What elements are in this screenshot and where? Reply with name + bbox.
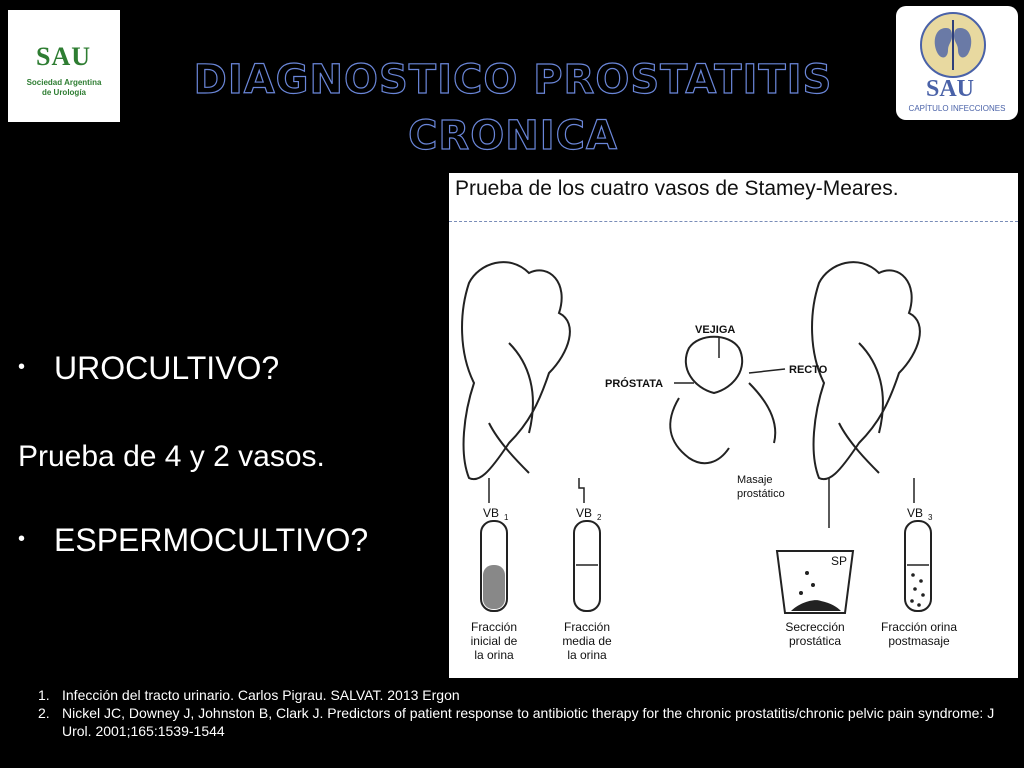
label-vejiga: VEJIGA xyxy=(695,324,736,336)
label-masaje: Masaje xyxy=(737,474,773,486)
reference-item: 2. Nickel JC, Downey J, Johnston B, Clark J. Predictors of patient response to antibiotic therapy for the chronic prostatitis/chronic pelvic pain syndrome: J Urol. 2001;165:1539-1544 xyxy=(38,705,995,739)
sau-logo-text: SAU xyxy=(36,42,92,71)
slide-title-line1: DIAGNOSTICO PROSTATITIS xyxy=(193,57,833,103)
label-prostata: PRÓSTATA xyxy=(605,378,664,390)
reference-text: Infección del tracto urinario. Carlos Pigrau. SALVAT. 2013 Ergon xyxy=(62,687,460,703)
sau-infecciones-caption: CAPÍTULO INFECCIONES xyxy=(908,104,1006,113)
reference-item: 1. Infección del tracto urinario. Carlos Pigrau. SALVAT. 2013 Ergon xyxy=(38,687,460,703)
bullet-text: ESPERMOCULTIVO? xyxy=(54,522,369,558)
caption-sp-l2: prostática xyxy=(788,634,842,648)
figure-title: Prueba de los cuatro vasos de Stamey-Meares. xyxy=(455,177,899,200)
label-masaje-2: prostático xyxy=(737,488,785,500)
caption-vb2-l3: la orina xyxy=(567,648,607,662)
caption-vb1-l1: Fracción xyxy=(470,620,518,634)
tube-vb3-label: VB xyxy=(907,506,924,520)
caption-vb2-l1: Fracción xyxy=(563,620,611,634)
bullet-dot-icon: • xyxy=(18,528,26,550)
anatomy-center-illustration xyxy=(686,337,742,393)
container-sp xyxy=(777,551,853,613)
caption-vb1-l2: inicial de xyxy=(470,634,518,648)
stamey-meares-figure xyxy=(449,173,1018,678)
svg-text:3: 3 xyxy=(928,513,933,522)
tube-vb1 xyxy=(481,506,509,611)
slide-title-line2: CRONICA xyxy=(408,113,618,159)
sau-infecciones-logo xyxy=(896,6,1018,120)
label-recto: RECTO xyxy=(789,364,828,376)
caption-vb3-l1: Fracción orina xyxy=(880,620,958,634)
tube-vb3 xyxy=(905,506,933,611)
figure-divider xyxy=(449,221,1018,222)
references xyxy=(38,686,998,740)
caption-sp-l1: Secrección xyxy=(785,620,845,634)
anatomy-diagram xyxy=(449,173,1018,678)
sau-logo-subtitle: Sociedad Argentina de Urología xyxy=(26,78,102,97)
bullet-dot-icon: • xyxy=(18,356,26,378)
caption-vb3-l2: postmasaje xyxy=(888,634,950,648)
tube-vb2 xyxy=(574,506,602,611)
svg-text:2: 2 xyxy=(597,513,602,522)
tube-vb1-label: VB xyxy=(483,506,500,520)
caption-vb1-l3: la orina xyxy=(474,648,514,662)
container-sp-label: SP xyxy=(831,554,848,568)
anatomy-right-illustration xyxy=(812,262,920,479)
kidney-emblem-icon xyxy=(920,12,986,78)
bullet-text: UROCULTIVO? xyxy=(54,350,280,386)
anatomy-left-illustration xyxy=(462,262,570,479)
reference-text: Nickel JC, Downey J, Johnston B, Clark J. Predictors of patient response to antibiotic therapy for the chronic prostatitis/chronic pelvic pain syndrome: J Urol. 2001;165:1539-1544 xyxy=(62,705,995,739)
tube-vb2-label: VB xyxy=(576,506,593,520)
svg-text:1: 1 xyxy=(504,513,509,522)
slide-title xyxy=(120,52,906,164)
body-text: Prueba de 4 y 2 vasos. xyxy=(18,440,325,473)
caption-vb2-l2: media de xyxy=(562,634,612,648)
sau-logo xyxy=(8,10,120,122)
sau-infecciones-logo-text: SAU xyxy=(926,76,975,102)
